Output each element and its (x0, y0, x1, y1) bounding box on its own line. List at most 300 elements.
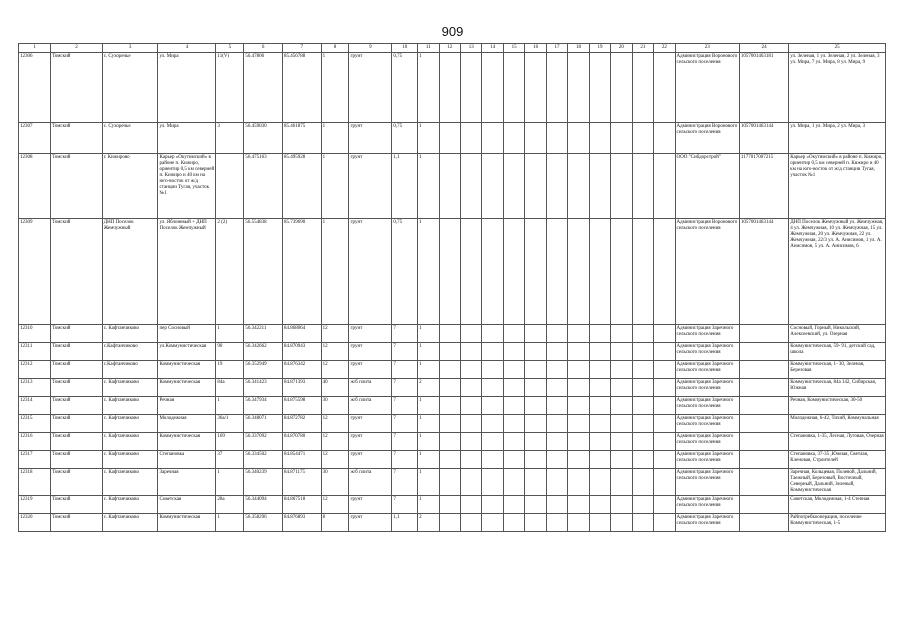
cell-house: 84а (216, 379, 244, 397)
cell-street: Карьер «Окутимский» в районе п. Кижиро, ориентир 0,5 км северней п. Кижиро и 40 км на юго-восток от ж/д станции Тугая, участок №1 (158, 154, 216, 219)
cell-lon: 84.872782 (282, 415, 321, 433)
cell-empty (611, 343, 632, 361)
cell-empty (589, 343, 610, 361)
cell-count: 30 (321, 469, 349, 496)
cell-empty (546, 469, 567, 496)
cell-empty (611, 415, 632, 433)
cell-empty (568, 496, 589, 514)
cell-district: Томский (51, 343, 103, 361)
cell-house: 19 (216, 361, 244, 379)
table-row (19, 496, 886, 514)
cell-surface: грунт (349, 53, 392, 123)
cell-n: 2 (418, 514, 439, 532)
cell-id: 12310 (19, 325, 51, 343)
cell-lat: 56.347934 (244, 397, 283, 415)
cell-inn (739, 514, 788, 532)
column-header: 1 (19, 44, 51, 53)
cell-empty (632, 343, 653, 361)
cell-district: Томский (51, 123, 103, 154)
cell-empty (503, 397, 524, 415)
cell-area: 0,75 (392, 123, 418, 154)
cell-street: пер Сосновый (158, 325, 216, 343)
cell-empty (439, 415, 460, 433)
cell-count: 30 (321, 397, 349, 415)
cell-surface: грунт (349, 514, 392, 532)
cell-area: 7 (392, 469, 418, 496)
cell-surface: грунт (349, 433, 392, 451)
column-header: 22 (654, 44, 675, 53)
cell-empty (632, 514, 653, 532)
cell-count: 1 (321, 154, 349, 219)
cell-district: Томский (51, 397, 103, 415)
cell-empty (568, 415, 589, 433)
cell-empty (461, 379, 482, 397)
cell-empty (461, 514, 482, 532)
cell-n: 1 (418, 219, 439, 325)
cell-empty (503, 469, 524, 496)
cell-empty (461, 397, 482, 415)
cell-surface: грунт (349, 123, 392, 154)
cell-empty (439, 514, 460, 532)
cell-district: Томский (51, 433, 103, 451)
cell-empty (546, 361, 567, 379)
cell-house (216, 154, 244, 219)
cell-lon: 84.875598 (282, 397, 321, 415)
cell-district: Томский (51, 514, 103, 532)
cell-lat: 56.47806 (244, 53, 283, 123)
cell-street: Советская (158, 496, 216, 514)
cell-empty (589, 379, 610, 397)
cell-empty (611, 451, 632, 469)
cell-area: 7 (392, 325, 418, 343)
cell-inn (739, 325, 788, 343)
cell-empty (568, 53, 589, 123)
cell-empty (525, 469, 546, 496)
cell-house: 1 (216, 469, 244, 496)
cell-id: 12318 (19, 469, 51, 496)
cell-empty (654, 514, 675, 532)
cell-lat: 56.341423 (244, 379, 283, 397)
cell-empty (568, 469, 589, 496)
column-header: 14 (482, 44, 503, 53)
column-header: 23 (675, 44, 739, 53)
cell-id: 12312 (19, 361, 51, 379)
cell-locality: с. Кафтанчиково (102, 415, 158, 433)
cell-empty (439, 469, 460, 496)
cell-lat: 56.348071 (244, 415, 283, 433)
cell-empty (525, 219, 546, 325)
cell-empty (461, 343, 482, 361)
cell-empty (568, 154, 589, 219)
cell-empty (632, 361, 653, 379)
cell-area: 7 (392, 397, 418, 415)
cell-lon: 84.876893 (282, 514, 321, 532)
column-header: 15 (503, 44, 524, 53)
cell-empty (503, 53, 524, 123)
column-header: 5 (216, 44, 244, 53)
cell-empty (525, 53, 546, 123)
cell-empty (654, 496, 675, 514)
cell-street: Коммунистическая (158, 361, 216, 379)
table-row (19, 415, 886, 433)
cell-empty (503, 123, 524, 154)
cell-empty (589, 154, 610, 219)
cell-empty (654, 361, 675, 379)
cell-empty (439, 451, 460, 469)
cell-area: 1,1 (392, 154, 418, 219)
cell-empty (546, 496, 567, 514)
cell-empty (654, 154, 675, 219)
cell-surface: грунт (349, 415, 392, 433)
cell-empty (589, 451, 610, 469)
cell-district: Томский (51, 53, 103, 123)
cell-empty (461, 496, 482, 514)
cell-locality: ДНП Поселок Жемчужный (102, 219, 158, 325)
table-row (19, 154, 886, 219)
cell-empty (568, 361, 589, 379)
cell-empty (503, 219, 524, 325)
cell-owner: Администрация Заречного сельского поселения (675, 325, 739, 343)
cell-id: 12313 (19, 379, 51, 397)
cell-empty (632, 325, 653, 343)
cell-count: 12 (321, 496, 349, 514)
cell-empty (461, 361, 482, 379)
cell-surface: грунт (349, 219, 392, 325)
cell-empty (439, 361, 460, 379)
cell-street: Коммунистическая (158, 379, 216, 397)
cell-empty (525, 415, 546, 433)
cell-addresses: Речная, Коммунистическая, 30-50 (789, 397, 886, 415)
cell-n: 2 (418, 379, 439, 397)
cell-empty (461, 325, 482, 343)
cell-n: 1 (418, 415, 439, 433)
cell-empty (525, 325, 546, 343)
cell-empty (439, 219, 460, 325)
table-row (19, 219, 886, 325)
column-header: 10 (392, 44, 418, 53)
cell-n: 1 (418, 325, 439, 343)
cell-house: 11(V) (216, 53, 244, 123)
cell-empty (482, 379, 503, 397)
cell-area: 7 (392, 496, 418, 514)
cell-addresses: Сосновый, Горный, Никольский, Алексеевский, ул. Озерная (789, 325, 886, 343)
cell-house: 1 (216, 514, 244, 532)
cell-count: 12 (321, 325, 349, 343)
cell-inn (739, 343, 788, 361)
column-header: 8 (321, 44, 349, 53)
cell-addresses: ул. Зеленая, 1 ул. Зеленая, 2 ул. Зеленая, 3 ул. Мира, 7 ул. Мира, 8 ул. Мира, 9 (789, 53, 886, 123)
cell-empty (503, 496, 524, 514)
cell-surface: грунт (349, 325, 392, 343)
cell-empty (611, 219, 632, 325)
cell-house: 28а (216, 496, 244, 514)
column-header: 9 (349, 44, 392, 53)
cell-empty (568, 514, 589, 532)
cell-empty (632, 123, 653, 154)
cell-count: 12 (321, 451, 349, 469)
cell-area: 1,1 (392, 514, 418, 532)
cell-empty (546, 325, 567, 343)
cell-empty (525, 496, 546, 514)
cell-empty (589, 219, 610, 325)
cell-empty (461, 469, 482, 496)
cell-empty (611, 379, 632, 397)
cell-empty (611, 53, 632, 123)
cell-n: 1 (418, 433, 439, 451)
cell-empty (568, 451, 589, 469)
table-row (19, 514, 886, 532)
cell-lon: 85.461875 (282, 123, 321, 154)
cell-empty (546, 53, 567, 123)
cell-empty (482, 123, 503, 154)
cell-district: Томский (51, 219, 103, 325)
header-row (19, 44, 886, 53)
cell-lon: 84.868064 (282, 325, 321, 343)
cell-empty (654, 325, 675, 343)
cell-locality: с. Кафтанчиково (102, 451, 158, 469)
cell-inn (739, 433, 788, 451)
cell-empty (546, 451, 567, 469)
cell-house: 36а/1 (216, 415, 244, 433)
registry-table (18, 43, 886, 532)
cell-lon: 85.456788 (282, 53, 321, 123)
cell-inn (739, 397, 788, 415)
cell-locality: с. Сухоречье (102, 53, 158, 123)
cell-empty (439, 123, 460, 154)
cell-street: Заречная (158, 469, 216, 496)
cell-n: 1 (418, 343, 439, 361)
column-header: 20 (611, 44, 632, 53)
cell-owner: Администрация Заречного сельского поселения (675, 415, 739, 433)
cell-addresses: Молодежная, 6-42, Тихий, Коммунальная (789, 415, 886, 433)
cell-addresses: Заречная, Кольцевая, Полевой, Дальний, Таежный, Березовый, Восточный, Северный, Дальний, Зеленый, Коммунистическая (789, 469, 886, 496)
cell-lat: 56.475163 (244, 154, 283, 219)
cell-lat: 56.554838 (244, 219, 283, 325)
cell-locality: с. Сухоречье (102, 123, 158, 154)
cell-empty (611, 514, 632, 532)
column-header: 21 (632, 44, 653, 53)
cell-addresses: Степановка, 37-35 ,Южная, Светлая, Кленовая, Строителей (789, 451, 886, 469)
cell-owner: Администрация Заречного сельского поселения (675, 433, 739, 451)
cell-empty (632, 219, 653, 325)
page-number: 909 (441, 24, 464, 39)
cell-empty (589, 415, 610, 433)
cell-addresses: Карьер «Окутимский» в районе п. Кижиро, ориентир 0,5 км северней п. Кижиро и 40 км на юго-восток от ж/д станции Тугая, участок №1 (789, 154, 886, 219)
cell-empty (525, 433, 546, 451)
cell-district: Томский (51, 154, 103, 219)
cell-n: 1 (418, 361, 439, 379)
column-header: 3 (102, 44, 158, 53)
cell-surface: грунт (349, 361, 392, 379)
cell-empty (611, 123, 632, 154)
cell-empty (589, 496, 610, 514)
cell-empty (461, 123, 482, 154)
cell-empty (632, 496, 653, 514)
cell-empty (568, 343, 589, 361)
cell-empty (654, 397, 675, 415)
cell-id: 12314 (19, 397, 51, 415)
cell-n: 1 (418, 469, 439, 496)
cell-empty (482, 451, 503, 469)
cell-area: 7 (392, 451, 418, 469)
cell-empty (546, 514, 567, 532)
cell-empty (525, 154, 546, 219)
cell-locality: с. Кафтанчиково (102, 496, 158, 514)
cell-id: 12308 (19, 154, 51, 219)
cell-inn (739, 415, 788, 433)
cell-empty (525, 514, 546, 532)
cell-locality: с. Кафтанчиково (102, 514, 158, 532)
cell-count: 40 (321, 379, 349, 397)
cell-area: 7 (392, 379, 418, 397)
cell-lon: 84.870780 (282, 433, 321, 451)
cell-lon: 84.876342 (282, 361, 321, 379)
cell-empty (439, 397, 460, 415)
cell-empty (525, 397, 546, 415)
cell-lat: 56.344094 (244, 496, 283, 514)
cell-empty (632, 154, 653, 219)
cell-empty (461, 433, 482, 451)
cell-empty (568, 219, 589, 325)
cell-area: 7 (392, 343, 418, 361)
cell-house: 3 (216, 123, 244, 154)
cell-lon: 84.871175 (282, 469, 321, 496)
cell-empty (546, 433, 567, 451)
cell-house: 90 (216, 343, 244, 361)
cell-empty (503, 433, 524, 451)
cell-locality: г. Кижирово (102, 154, 158, 219)
table-row (19, 343, 886, 361)
cell-street: ул. Мира (158, 123, 216, 154)
cell-n: 1 (418, 154, 439, 219)
cell-inn (739, 451, 788, 469)
cell-surface: ж/б плита (349, 397, 392, 415)
cell-count: 1 (321, 219, 349, 325)
cell-empty (525, 451, 546, 469)
cell-district: Томский (51, 496, 103, 514)
cell-empty (482, 496, 503, 514)
cell-area: 0,75 (392, 53, 418, 123)
cell-empty (482, 361, 503, 379)
cell-id: 12309 (19, 219, 51, 325)
cell-empty (611, 397, 632, 415)
cell-addresses: Райпотребкооперация, поселение Коммунистическая, 1-5 (789, 514, 886, 532)
cell-street: Коммунистическая (158, 433, 216, 451)
cell-lat: 56.340239 (244, 469, 283, 496)
cell-inn (739, 379, 788, 397)
cell-count: 12 (321, 361, 349, 379)
cell-house: 2 (2) (216, 219, 244, 325)
column-header: 24 (739, 44, 788, 53)
cell-district: Томский (51, 361, 103, 379)
cell-empty (589, 433, 610, 451)
cell-owner: Администрация Заречного сельского поселения (675, 343, 739, 361)
cell-owner: ООО "Сибдорстрой" (675, 154, 739, 219)
cell-lon: 85.495928 (282, 154, 321, 219)
cell-surface: ж/б плита (349, 469, 392, 496)
cell-empty (439, 496, 460, 514)
column-header: 7 (282, 44, 321, 53)
cell-street: Степановка (158, 451, 216, 469)
cell-empty (546, 379, 567, 397)
cell-empty (632, 379, 653, 397)
cell-empty (461, 154, 482, 219)
cell-surface: грунт (349, 496, 392, 514)
cell-street: Речная (158, 397, 216, 415)
cell-owner: Администрация Заречного сельского поселения (675, 451, 739, 469)
table-row (19, 379, 886, 397)
cell-empty (439, 433, 460, 451)
cell-empty (568, 123, 589, 154)
cell-district: Томский (51, 379, 103, 397)
cell-empty (611, 361, 632, 379)
cell-lat: 56.358296 (244, 514, 283, 532)
cell-empty (632, 451, 653, 469)
cell-empty (654, 451, 675, 469)
column-header: 13 (461, 44, 482, 53)
cell-empty (546, 397, 567, 415)
table-row (19, 123, 886, 154)
cell-id: 12311 (19, 343, 51, 361)
table-row (19, 325, 886, 343)
cell-locality: с. Кафтанчиково (102, 433, 158, 451)
cell-empty (611, 433, 632, 451)
cell-empty (503, 361, 524, 379)
cell-empty (482, 469, 503, 496)
cell-surface: грунт (349, 451, 392, 469)
cell-street: ул.Коммунистическая (158, 343, 216, 361)
cell-empty (439, 343, 460, 361)
cell-inn (739, 469, 788, 496)
cell-area: 7 (392, 415, 418, 433)
cell-owner: Администрация Заречного сельского поселения (675, 469, 739, 496)
cell-count: 1 (321, 53, 349, 123)
cell-district: Томский (51, 451, 103, 469)
cell-addresses: Степановка, 1-35, Лесная, Луговая, Озерная (789, 433, 886, 451)
cell-empty (503, 343, 524, 361)
cell-empty (461, 53, 482, 123)
cell-inn (739, 361, 788, 379)
cell-id: 12319 (19, 496, 51, 514)
cell-lat: 56.334502 (244, 451, 283, 469)
table-row (19, 451, 886, 469)
cell-empty (503, 514, 524, 532)
cell-empty (482, 397, 503, 415)
cell-surface: грунт (349, 343, 392, 361)
cell-empty (503, 451, 524, 469)
cell-empty (632, 53, 653, 123)
cell-empty (439, 379, 460, 397)
column-header: 16 (525, 44, 546, 53)
cell-surface: грунт (349, 154, 392, 219)
cell-inn (739, 496, 788, 514)
cell-empty (439, 53, 460, 123)
cell-empty (632, 397, 653, 415)
column-header: 19 (589, 44, 610, 53)
cell-empty (525, 123, 546, 154)
column-header: 12 (439, 44, 460, 53)
cell-lon: 85.739690 (282, 219, 321, 325)
cell-addresses: ул. Мира, 1 ул. Мира, 2 ул. Мира, 3 (789, 123, 886, 154)
table-row (19, 53, 886, 123)
cell-empty (654, 343, 675, 361)
cell-empty (546, 219, 567, 325)
column-header: 17 (546, 44, 567, 53)
cell-empty (439, 325, 460, 343)
cell-empty (568, 379, 589, 397)
cell-empty (439, 154, 460, 219)
cell-empty (632, 469, 653, 496)
